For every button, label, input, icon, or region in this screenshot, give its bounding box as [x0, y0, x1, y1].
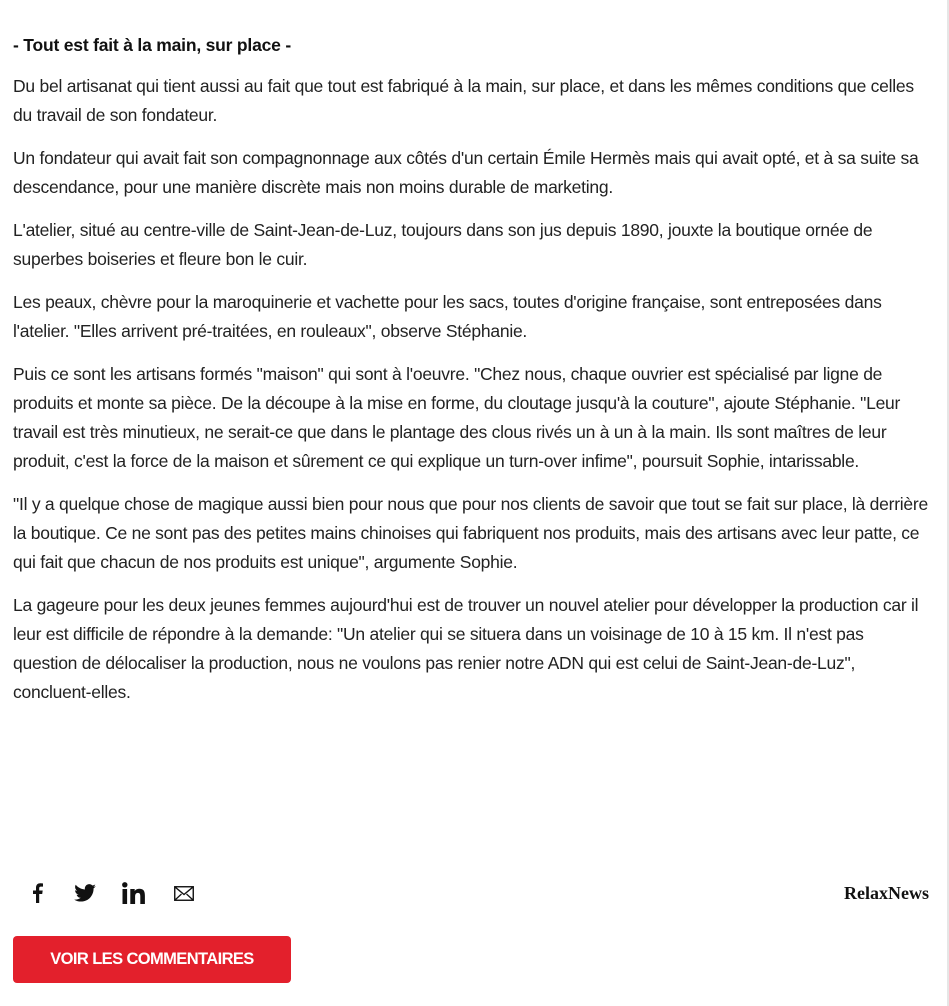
- share-icons: [27, 876, 195, 910]
- mail-icon[interactable]: [173, 876, 195, 910]
- article-paragraph: "Il y a quelque chose de magique aussi bien pour nous que pour nos clients de savoir que tout se fait sur place, là derrière la boutique. Ce ne sont pas des petites mains chinoises qui fabriquent nos produits, mais des artisans avec leur patte, ce qui fait que chacun de nos produits est unique", argumente Sophie.: [13, 494, 928, 572]
- article-paragraph: Du bel artisanat qui tient aussi au fait que tout est fabriqué à la main, sur place, et dans les mêmes conditions que celles du travail de son fondateur.: [13, 76, 914, 125]
- article-paragraph: Un fondateur qui avait fait son compagnonnage aux côtés d'un certain Émile Hermès mais qui avait opté, et à sa suite sa descendance, pour une manière discrète mais non moins durable de marketing.: [13, 148, 919, 197]
- share-bar: [13, 876, 929, 910]
- twitter-icon[interactable]: [73, 876, 97, 910]
- article-paragraph: Les peaux, chèvre pour la maroquinerie et vachette pour les sacs, toutes d'origine française, sont entreposées dans l'atelier. "Elles arrivent pré-traitées, en rouleaux", observe Stéphanie.: [13, 292, 882, 341]
- linkedin-icon[interactable]: [121, 876, 147, 910]
- article-paragraph: L'atelier, situé au centre-ville de Saint-Jean-de-Luz, toujours dans son jus depuis 1890, jouxte la boutique ornée de superbes boiseries et fleure bon le cuir.: [13, 220, 873, 269]
- facebook-icon[interactable]: [27, 876, 47, 910]
- article-paragraph: Puis ce sont les artisans formés "maison" qui sont à l'oeuvre. "Chez nous, chaque ouvrier est spécialisé par ligne de produits et monte sa pièce. De la découpe à la mise en forme, du cloutage jusqu'à la couture", ajoute Stéphanie. "Leur travail est très minutieux, ne serait-ce que dans le plantage des clous rivés un à un à la main. Ils sont maîtres de leur produit, c'est la force de la maison et sûrement ce qui explique un turn-over infime", poursuit Sophie, intarissable.: [13, 364, 901, 471]
- article-source: RelaxNews: [844, 883, 929, 903]
- article-subhead: - Tout est fait à la main, sur place -: [13, 35, 291, 55]
- article-body: [13, 30, 931, 721]
- article-paragraph: La gageure pour les deux jeunes femmes aujourd'hui est de trouver un nouvel atelier pour développer la production car il leur est difficile de répondre à la demande: "Un atelier qui se situera dans un voisinage de 10 à 15 km. Il n'est pas question de délocaliser la production, nous ne voulons pas renier notre ADN qui est celui de Saint-Jean-de-Luz", concluent-elles.: [13, 595, 919, 702]
- view-comments-button[interactable]: VOIR LES COMMENTAIRES: [13, 936, 291, 983]
